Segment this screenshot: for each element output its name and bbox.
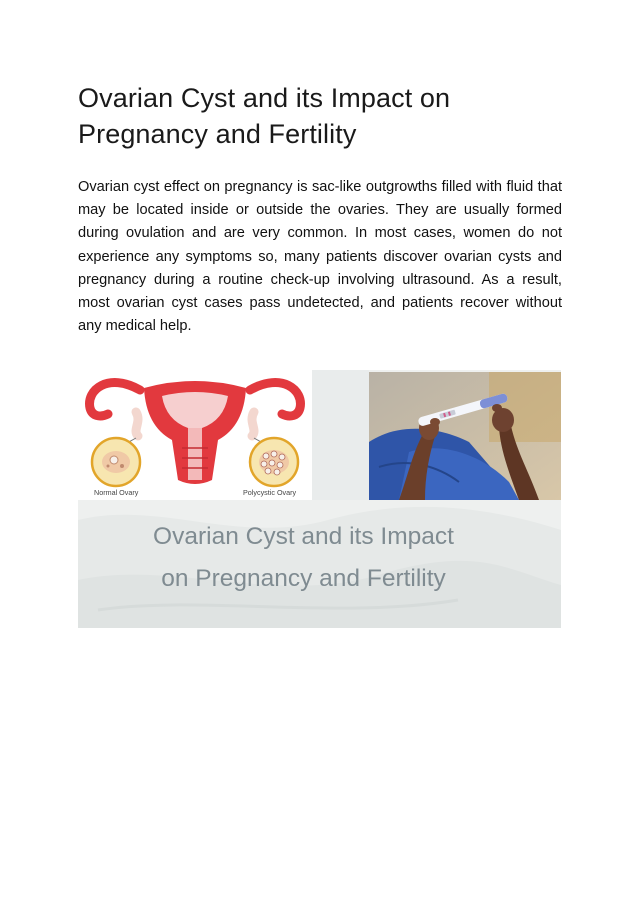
anatomy-illustration: [78, 370, 312, 500]
uterus-ovaries-graphic: [78, 370, 312, 500]
intro-paragraph: Ovarian cyst effect on pregnancy is sac-like outgrowths filled with fluid that may be located inside or outside the ovaries. They are usually formed during ovulation and are very common. In most cases, women do not experience any symptoms so, many patients discover ovarian cysts and pregnancy during a routine check-up involving ultrasound. As a result, most ovarian cyst cases pass undetected, and patients recover without any medical help.: [78, 179, 562, 335]
pregnancy-test-graphic: [369, 372, 561, 500]
pregnancy-test-photo: [369, 372, 561, 500]
banner-title-line-2: on Pregnancy and Fertility: [161, 565, 446, 592]
page-title: Ovarian Cyst and its Impact on Pregnancy and Fertility: [78, 83, 451, 149]
normal-ovary-label: Normal Ovary: [94, 488, 139, 497]
featured-banner-image: [78, 370, 561, 628]
banner-title-line-1: Ovarian Cyst and its Impact: [153, 523, 454, 550]
polycystic-ovary-label: Polycystic Ovary: [243, 488, 297, 497]
